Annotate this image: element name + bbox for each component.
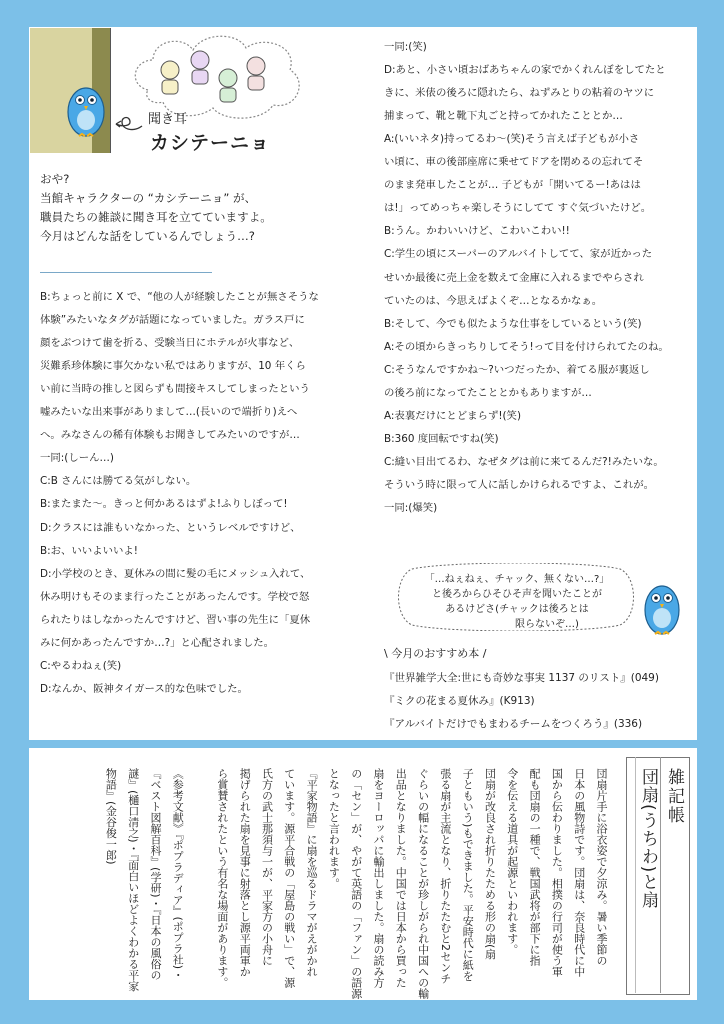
speech-line-4: 限らないぞ…)	[515, 619, 579, 630]
right-dialogue-line-8: は!」ってめっちゃ楽しそうにしてて すぐ気づいたけど。	[384, 202, 652, 215]
vertical-text-column-9: ぐらいの幅になることが珍しがられ中国への輸	[416, 768, 430, 999]
owl-character-small-icon	[640, 574, 684, 638]
right-dialogue-line-20: そういう時に限って人に話しかけられるですよ、これが。	[384, 478, 655, 491]
right-dialogue-line-14: A:その頃からきっちりしてそう!って目を付けられてたのね。	[384, 340, 669, 353]
header-title-top: 聞き耳	[148, 112, 188, 127]
left-dialogue-line-13: D:小学校のとき、夏休みの間に髪の毛にメッシュ入れて、	[40, 567, 311, 580]
left-dialogue-line-14: 休み明けもそのまま行ったことがあったんです。学校で怒	[40, 590, 310, 603]
vertical-text-column-7: 子ともいう)もできました。平安時代に紙を	[461, 768, 475, 982]
right-dialogue-line-9: B:うん。かわいいけど、こわいこわい!!	[384, 225, 570, 238]
vertical-text-column-2: 日本の風物詩です。団扇は、奈良時代に中	[572, 768, 586, 977]
vertical-text-column-5: 令を伝える道具が起源といわれます。	[505, 768, 519, 955]
recommend-item-1: 『世界雑学大全:世にも奇妙な事実 1137 のリスト』(049)	[384, 672, 659, 684]
left-dialogue-line-17: C:やるわねぇ(笑)	[40, 659, 122, 672]
left-dialogue-line-2: 体験”みたいなタグが話題になっていました。ガラス戸に	[40, 314, 305, 327]
vertical-text-column-17: 掲げられた扇を見事に射落とし源平両軍か	[238, 768, 252, 977]
intro-line-4: 今月はどんな話をしているんでしょう…?	[40, 229, 255, 243]
vertical-text-column-6: 団扇が改良され折りたためる形の扇(扇	[483, 768, 497, 960]
right-dialogue-line-2: D:あと、小さい頃おばあちゃんの家でかくれんぼをしてたと	[384, 64, 666, 77]
intro-line-3: 職員たちの雑談に聞き耳を立てていますよ。	[40, 210, 272, 224]
left-dialogue-line-1: B:ちょっと前に X で、“他の人が経験したことが無さそうな	[40, 291, 319, 303]
intro-divider	[40, 272, 212, 273]
left-dialogue-line-15: られたりはしなかったんですけど、習い事の先生に「夏休	[40, 613, 311, 626]
vertical-text-column-4: 配も団扇の一種で、戦国武将が部下に指	[528, 768, 542, 966]
notebook-label: 雑記帳	[664, 768, 684, 825]
right-dialogue-line-11: せいか最後に売上金を数えて金庫に入れるまでやらされ	[384, 271, 644, 284]
left-dialogue-line-7: へ。みなさんの稀有体験もお聞きしてみたいのですが…	[40, 429, 300, 442]
right-dialogue-line-10: C:学生の頃にスーパーのアルバイトしてて、家が近かった	[384, 248, 653, 261]
notebook-title: 団扇(うちわ)と扇	[638, 768, 658, 910]
intro-line-2: 当館キャラクターの “カシテーニョ” が、	[40, 191, 257, 205]
left-dialogue-line-18: D:なんか、阪神タイガース的な色味でした。	[40, 682, 248, 695]
vertical-text-column-22: 謎』(樋口清之)・『面白いほどよくわかる平家	[126, 768, 140, 992]
vertical-text-column-20: 《参考文献》『ポプラディア』(ポプラ社)・	[171, 768, 185, 981]
vertical-text-column-1: 団扇片手に浴衣姿で夕涼み。暑い季節の	[595, 768, 608, 966]
right-dialogue-line-6: い頃に、車の後部座席に乗せてドアを閉めるの忘れてそ	[384, 156, 644, 169]
left-dialogue-line-11: D:クラスには誰もいなかった、というレベルですけど、	[40, 521, 301, 534]
recommend-item-2: 『ミクの花まる夏休み』(K913)	[384, 695, 535, 707]
left-dialogue-line-4: 災難系珍体験に事欠かない私ではありますが、10 年くら	[40, 360, 306, 373]
vertical-text-column-23: 物語』(金谷俊一郎)	[104, 768, 118, 865]
speech-bubble-text	[412, 572, 622, 632]
vertical-text-column-16: 氏方の武士那須与一が、平家方の小舟に	[260, 768, 274, 966]
recommend-item-3: 『アルバイトだけでもまわるチームをつくろう』(336)	[384, 718, 643, 730]
right-dialogue-line-21: 一同:(爆笑)	[384, 502, 438, 514]
speech-line-2: と後ろからひそひそ声を聞いたことが	[432, 589, 602, 600]
right-dialogue-line-12: ていたのは、今思えばよくぞ…となるかなぁ。	[384, 294, 603, 307]
right-dialogue-line-19: C:縫い目出てるわ、なぜタグは前に来てるんだ?!みたいな。	[384, 455, 664, 468]
speech-line-3: あるけどさ(チャックは後ろとは	[445, 604, 589, 615]
right-dialogue-line-7: のまま発車したことが… 子どもが「開いてるー!あはは	[384, 179, 641, 192]
left-dialogue-line-12: B:お、いいよいいよ!	[40, 544, 138, 557]
notebook-inner-line	[660, 757, 661, 993]
vertical-text-column-13: となったと言われます。	[327, 768, 341, 889]
left-dialogue-line-9: C:B さんには勝てる気がしない。	[40, 475, 197, 488]
notebook-inner-line-2	[635, 757, 636, 993]
vertical-text-column-14: 『平家物語』に扇を巡るドラマがえがかれ	[305, 768, 319, 977]
left-dialogue-line-8: 一同:(しーん…)	[40, 452, 114, 465]
vertical-text-column-8: 張る扇が主流となり、折りたたむと2センチ	[438, 768, 452, 984]
left-dialogue-line-10: B:またまた〜。きっと何かあるはずよ!ふりしぼって!	[40, 498, 288, 511]
header-title-main: カシテーニョ	[150, 132, 271, 154]
left-dialogue-line-3: 顔をぶつけて歯を折る、受験当日にホテルが火事など、	[40, 337, 300, 350]
vertical-text-column-12: の「セン」が、やがて英語の「ファン」の語源	[349, 768, 363, 999]
owl-character-icon	[62, 78, 110, 140]
right-dialogue-line-13: B:そして、今でも似たような仕事をしているという(笑)	[384, 317, 642, 330]
left-dialogue-line-6: 嘘みたいな出来事がありまして…(長いので端折り)えへ	[40, 406, 298, 419]
recommend-heading: \ 今月のおすすめ本 /	[384, 647, 487, 660]
vertical-text-column-10: 出品となりました。中国では日本から買った	[394, 768, 408, 988]
left-dialogue-line-16: みに何かあったんですか…?」と心配されました。	[40, 636, 275, 649]
right-dialogue-line-15: C:そうなんですかね〜?いつだったか、着てる服が裏返し	[384, 363, 650, 376]
vertical-text-column-15: ています。源平合戦の「屋島の戦い」で、源	[282, 768, 296, 988]
right-dialogue-line-4: 捕まって、靴と靴下丸ごと持ってかれたこととか…	[384, 110, 623, 123]
right-dialogue-line-1: 一同:(笑)	[384, 41, 427, 53]
left-dialogue-line-5: い前に当時の推しと図らずも間接キスしてしまったという	[40, 383, 310, 396]
vertical-text-column-3: 国から伝わりました。相撲の行司が使う軍	[550, 768, 564, 977]
right-dialogue-line-18: B:360 度回転ですね(笑)	[384, 432, 499, 445]
right-dialogue-line-3: きに、米俵の後ろに隠れたら、ねずみとりの粘着のヤツに	[384, 87, 655, 100]
vertical-text-column-21: 『ベスト図解百科』(学研)・『日本の風俗の	[149, 768, 162, 981]
speech-line-1: 「…ねぇねぇ、チャック、無くない…?」	[424, 574, 610, 585]
right-dialogue-line-17: A:表裏だけにとどまらず!(笑)	[384, 409, 521, 422]
right-dialogue-line-16: の後ろ前になってたこととかもありますが…	[384, 386, 592, 399]
vertical-text-column-11: 扇をヨーロッパに輸出しました。扇の読み方	[372, 768, 385, 988]
right-dialogue-line-5: A:(いいネタ)持ってるわ〜(笑)そう言えば子どもが小さ	[384, 133, 640, 146]
swirl-arrow-icon	[112, 112, 144, 134]
intro-line-1: おや?	[40, 172, 70, 186]
vertical-text-column-18: ら賞賛されたという有名な場面があります。	[215, 768, 229, 988]
